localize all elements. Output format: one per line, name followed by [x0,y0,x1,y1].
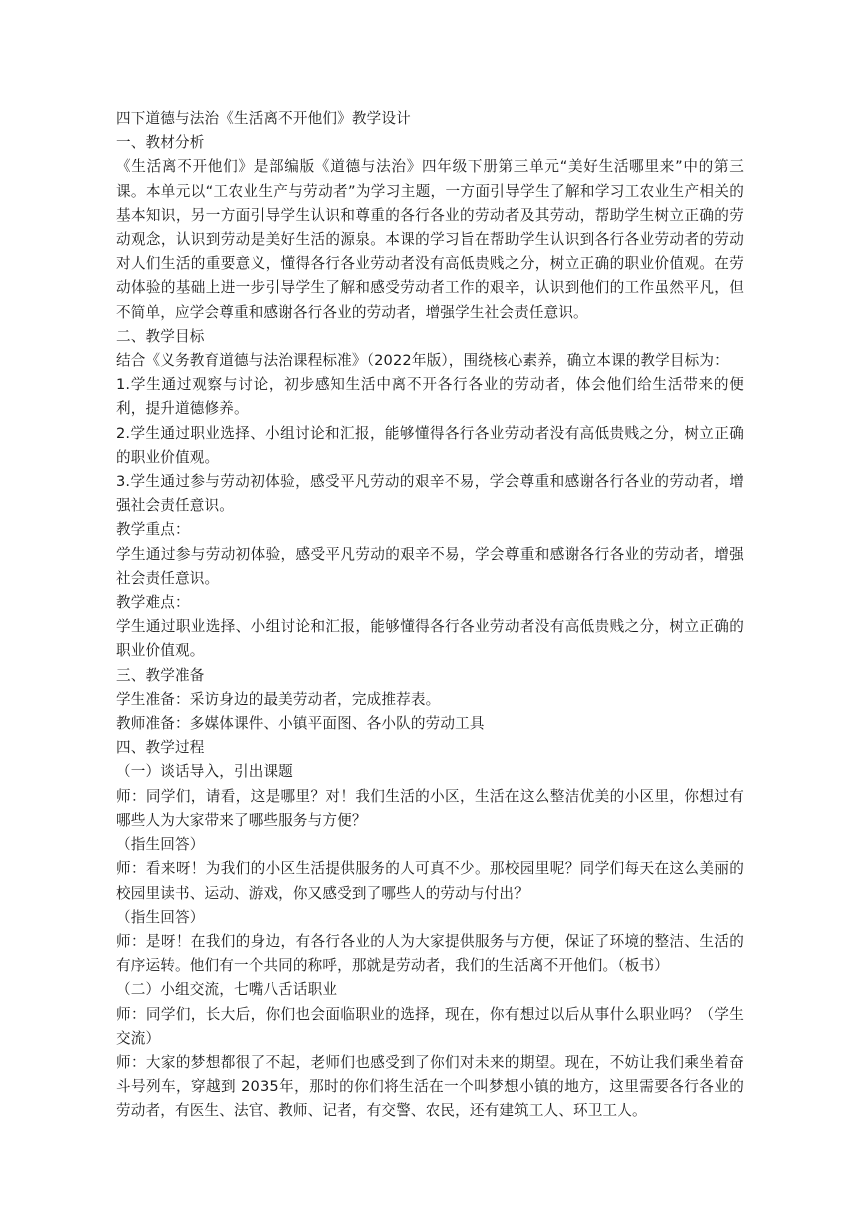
teacher-line-3: 师：是呀！在我们的身边，有各行各业的人为大家提供服务与方便，保证了环境的整洁、生活的有序运转。他们有一个共同的称呼，那就是劳动者，我们的生活离不开他们。（板书） [116,932,744,975]
student-answer-1: （指生回答） [116,836,205,854]
difficulty-paragraph: 学生通过职业选择、小组讨论和汇报，能够懂得各行各业劳动者没有高低贵贱之分，树立正确的职业价值观。 [116,618,744,660]
teaching-goal-1: 1.学生通过观察与讨论，初步感知生活中离不开各行各业的劳动者，体会他们给生活带来的便利，提升道德修养。 [116,376,744,418]
teacher-line-1: 师：同学们，请看，这是哪里？对！我们生活的小区，生活在这么整洁优美的小区里，你想过有哪些人为大家带来了哪些服务与方便？ [116,787,744,829]
teacher-line-5: 师：大家的梦想都很了不起，老师们也感受到了你们对未来的期望。现在，不妨让我们乘坐着奋斗号列车，穿越到 2035年，那时的你们将生活在一个叫梦想小镇的地方，这里需要各行各业的劳动者，有医生、法官、教师、记者，有交警、农民，还有建筑工人、环卫工人。 [116,1053,744,1120]
teacher-line-2: 师：看来呀！为我们的小区生活提供服务的人可真不少。那校园里呢？同学们每天在这么美丽的校园里读书、运动、游戏，你又感受到了哪些人的劳动与付出？ [116,860,744,902]
section-heading-teaching-goals: 二、教学目标 [116,327,205,345]
student-preparation: 学生准备：采访身边的最美劳动者，完成推荐表。 [116,690,441,708]
teaching-goal-2: 2.学生通过职业选择、小组讨论和汇报，能够懂得各行各业劳动者没有高低贵贱之分，树立正确的职业价值观。 [116,424,744,466]
teaching-goals-intro: 结合《义务教育道德与法治课程标准》（2022年版），围绕核心素养，确立本课的教学目标为： [116,352,729,370]
section-heading-process: 四、教学过程 [116,739,205,757]
key-points-paragraph: 学生通过参与劳动初体验，感受平凡劳动的艰辛不易，学会尊重和感谢各行各业的劳动者，增强社会责任意识。 [116,545,744,587]
key-points-heading: 教学重点： [116,521,190,539]
difficulty-heading: 教学难点： [116,594,190,612]
teacher-line-4: 师：同学们，长大后，你们也会面临职业的选择，现在，你有想过以后从事什么职业吗？（学生交流） [116,1005,744,1047]
student-answer-2: （指生回答） [116,908,205,926]
step-2-heading: （二）小组交流，七嘴八舌话职业 [116,981,338,999]
textbook-analysis-paragraph: 《生活离不开他们》是部编版《道德与法治》四年级下册第三单元“美好生活哪里来”中的第三课。本单元以“工农业生产与劳动者”为学习主题，一方面引导学生了解和学习工农业生产相关的基本知识，另一方面引导学生认识和尊重的各行各业的劳动者及其劳动，帮助学生树立正确的劳动观念，认识到劳动是美好生活的源泉。本课的学习旨在帮助学生认识到各行各业劳动者的劳动对人们生活的重要意义，懂得各行各业劳动者没有高低贵贱之分，树立正确的职业价值观。在劳动体验的基础上进一步引导学生了解和感受劳动者工作的艰辛，认识到他们的工作虽然平凡，但不简单，应学会尊重和感谢各行各业的劳动者，增强学生社会责任意识。 [116,158,744,321]
step-1-heading: （一）谈话导入，引出课题 [116,763,293,781]
section-heading-textbook-analysis: 一、教材分析 [116,134,205,152]
teacher-preparation: 教师准备：多媒体课件、小镇平面图、各小队的劳动工具 [116,715,485,733]
section-heading-preparation: 三、教学准备 [116,666,205,684]
document-title: 四下道德与法治《生活离不开他们》教学设计 [116,110,411,127]
teaching-goal-3: 3.学生通过参与劳动初体验，感受平凡劳动的艰辛不易，学会尊重和感谢各行各业的劳动者，增强社会责任意识。 [116,473,744,515]
document-page [116,107,744,1124]
